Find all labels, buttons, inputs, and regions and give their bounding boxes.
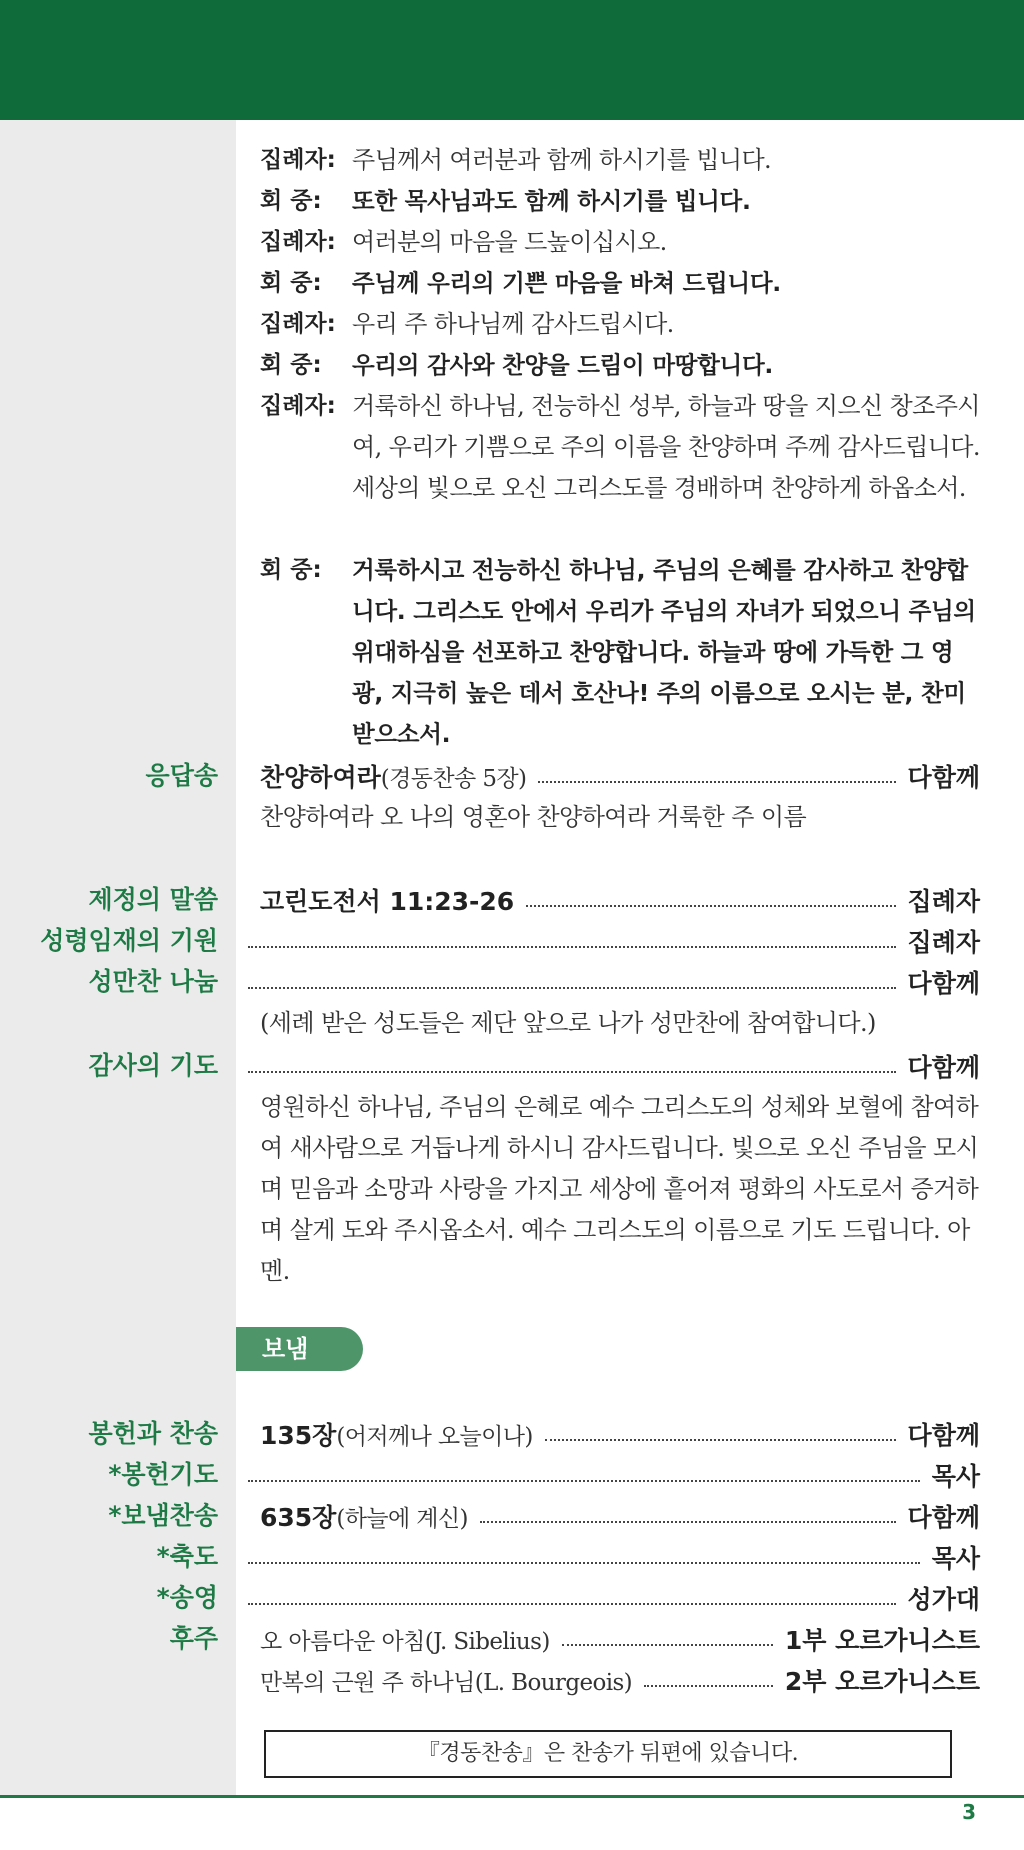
speaker-label: 회 중: (260, 352, 322, 378)
dotted-leader (248, 1071, 896, 1073)
communion-leader: 다함께 (907, 969, 980, 998)
speaker-label: 집례자: (260, 311, 336, 337)
dotted-leader (480, 1521, 896, 1523)
doxology-leader: 성가대 (907, 1585, 980, 1614)
litany-text: 우리의 감사와 찬양을 드림이 마땅합니다. (352, 351, 773, 379)
postlude-label: 후주 (169, 1624, 218, 1653)
speaker-label: 집례자: (260, 147, 336, 173)
sending-hymn-label: *보냄찬송 (108, 1501, 218, 1530)
offering-hymn-number: 135장 (260, 1421, 337, 1450)
litany-text: 주님께 우리의 기쁜 마음을 바쳐 드립니다. (352, 269, 781, 297)
benediction-leader: 목사 (931, 1544, 980, 1573)
sending-hymn-title: (하늘에 계신) (336, 1505, 468, 1532)
sending-hymn-row (260, 1496, 980, 1536)
offering-hymn-title: (어저께나 오늘이나) (336, 1423, 533, 1450)
section-title-tab: 보냄 (236, 1327, 363, 1371)
thanksgiving-prayer: 영원하신 하나님, 주님의 은혜로 예수 그리스도의 성체와 보혈에 참여하여 새사람으로 거듭나게 하시니 감사드립니다. 빛으로 오신 주님을 모시며 믿음과 소망과 사랑을 가지고 세상에 흩어져 평화의 사도로서 증거하며 살게 도와 주시옵소서. 예수 그리스도의 이름으로 기도 드립니다. 아멘. (260, 1093, 979, 1285)
litany-text: 또한 목사님과도 함께 하시기를 빕니다. (352, 187, 751, 215)
speaker-label: 회 중: (260, 188, 322, 214)
speaker-label: 회 중: (260, 270, 322, 296)
speaker-label: 회 중: (260, 557, 322, 583)
institution-label: 제정의 말씀 (88, 885, 218, 914)
footer-rule (0, 1795, 1024, 1798)
offering-row (260, 1414, 980, 1454)
dotted-leader (538, 781, 895, 783)
doxology-label: *송영 (156, 1583, 218, 1612)
epiclesis-row (236, 921, 980, 961)
litany-line (260, 181, 980, 222)
top-banner (0, 0, 1024, 120)
benediction-row (236, 1537, 980, 1577)
epiclesis-label: 성령임재의 기원 (40, 926, 218, 955)
postlude-organist: 2부 오르가니스트 (784, 1667, 980, 1696)
offering-prayer-leader: 목사 (931, 1462, 980, 1491)
offering-prayer-label: *봉헌기도 (108, 1460, 218, 1489)
litany-line (260, 304, 980, 345)
litany-line (260, 386, 980, 509)
dotted-leader (562, 1644, 773, 1646)
litany-text: 우리 주 하나님께 감사드립시다. (352, 310, 674, 338)
response-song-label: 응답송 (145, 761, 218, 790)
thanksgiving-row (236, 1046, 980, 1086)
litany-text: 주님께서 여러분과 함께 하시기를 빕니다. (352, 146, 772, 174)
dotted-leader (248, 1603, 896, 1605)
dotted-leader (526, 905, 895, 907)
postlude-piece: 오 아름다운 아침(J. Sibelius) (260, 1628, 550, 1655)
postlude-row (260, 1619, 980, 1659)
page-number: 3 (962, 1800, 976, 1824)
dotted-leader (248, 1480, 920, 1482)
epiclesis-leader: 집례자 (907, 928, 980, 957)
dotted-leader (248, 1562, 920, 1564)
postlude-organist: 1부 오르가니스트 (784, 1626, 980, 1655)
litany-text: 여러분의 마음을 드높이십시오. (352, 228, 667, 256)
institution-row (260, 880, 980, 920)
communion-label: 성만찬 나눔 (88, 967, 218, 996)
response-song-row (260, 756, 980, 796)
speaker-label: 집례자: (260, 393, 336, 419)
postlude-piece: 만복의 근원 주 하나님(L. Bourgeois) (260, 1669, 633, 1696)
dotted-leader (248, 946, 896, 948)
dotted-leader (248, 987, 896, 989)
sending-hymn-leader: 다함께 (907, 1503, 980, 1532)
postlude-row (260, 1660, 980, 1700)
response-song-leader: 다함께 (907, 763, 980, 792)
communion-note: (세례 받은 성도들은 제단 앞으로 나가 성만찬에 참여합니다.) (260, 1009, 876, 1037)
litany-text: 거룩하신 하나님, 전능하신 성부, 하늘과 땅을 지으신 창조주시여, 우리가 기쁨으로 주의 이름을 찬양하며 주께 감사드립니다. 세상의 빛으로 오신 그리스도를 경배하며 찬양하게 하옵소서. (352, 392, 980, 502)
response-song-title: 찬양하여라 (260, 763, 381, 792)
litany-line (260, 222, 980, 263)
scripture-reference: 고린도전서 11:23-26 (260, 887, 515, 916)
benediction-label: *축도 (156, 1542, 218, 1571)
speaker-label: 집례자: (260, 229, 336, 255)
litany-text: 거룩하시고 전능하신 하나님, 주님의 은혜를 감사하고 찬양합니다. 그리스도 안에서 우리가 주님의 자녀가 되었으니 주님의 위대하심을 선포하고 찬양합니다. 하늘과 땅에 가득한 그 영광, 지극히 높은 데서 호산나! 주의 이름으로 오시는 분, 찬미받으소서. (352, 556, 976, 748)
litany-line (260, 550, 980, 755)
sending-hymn-number: 635장 (260, 1503, 337, 1532)
hymnal-note-box: 『경동찬송』은 찬송가 뒤편에 있습니다. (264, 1730, 952, 1778)
doxology-row (236, 1578, 980, 1618)
dotted-leader (644, 1685, 773, 1687)
thanksgiving-leader: 다함께 (907, 1053, 980, 1082)
thanksgiving-label: 감사의 기도 (88, 1051, 218, 1080)
response-song-lyric: 찬양하여라 오 나의 영혼아 찬양하여라 거룩한 주 이름 (260, 803, 807, 831)
litany-line (260, 140, 980, 181)
offering-leader: 다함께 (907, 1421, 980, 1450)
litany-line (260, 263, 980, 304)
litany-line (260, 345, 980, 386)
response-song-source: (경동찬송 5장) (380, 765, 527, 792)
offering-label: 봉헌과 찬송 (88, 1419, 218, 1448)
offering-prayer-row (236, 1455, 980, 1495)
institution-leader: 집례자 (907, 887, 980, 916)
communion-row (236, 962, 980, 1002)
dotted-leader (545, 1439, 896, 1441)
